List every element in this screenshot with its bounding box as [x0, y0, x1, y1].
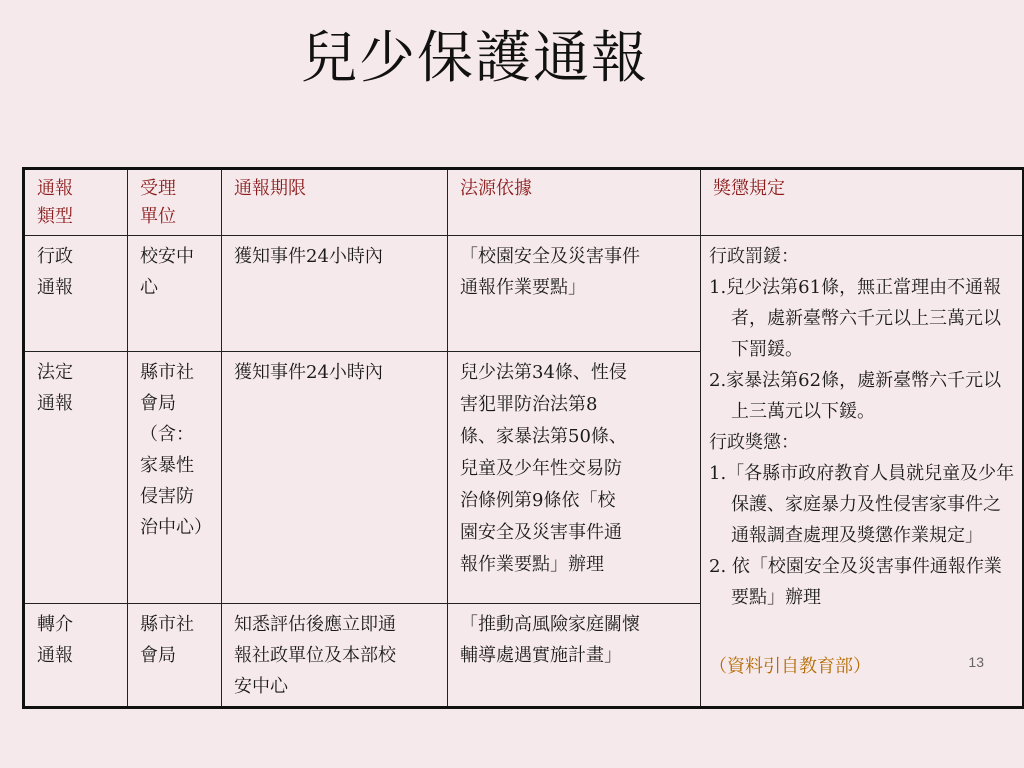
header-unit: 受理 單位 — [128, 169, 222, 236]
header-penalty: 獎懲規定 — [701, 169, 1024, 236]
row-law: 「推動高風險家庭關懷 輔導處遇實施計畫」 — [448, 604, 701, 708]
row-deadline: 獲知事件24小時內 — [222, 236, 448, 352]
reward-list — [709, 458, 1016, 613]
fine-item: 1.兒少法第61條，無正當理由不通報者，處新臺幣六千元以上三萬元以下罰鍰。 — [709, 277, 1002, 360]
reporting-table — [22, 167, 1024, 709]
fine-heading: 行政罰鍰： — [709, 246, 799, 267]
fine-list — [709, 272, 1016, 427]
row-deadline: 獲知事件24小時內 — [222, 352, 448, 604]
row-unit: 縣市社 會局 （含： 家暴性 侵害防 治中心） — [128, 352, 222, 604]
row-unit: 校安中 心 — [128, 236, 222, 352]
header-deadline: 通報期限 — [222, 169, 448, 236]
fine-item: 2.家暴法第62條，處新臺幣六千元以上三萬元以下鍰。 — [709, 370, 1002, 422]
row-law: 「校園安全及災害事件 通報作業要點」 — [448, 236, 701, 352]
row-type: 法定 通報 — [24, 352, 128, 604]
source-note: （資料引自教育部） — [709, 656, 871, 677]
reward-item: 2. 依「校園安全及災害事件通報作業要點」辦理 — [709, 556, 1002, 608]
table-header-row — [24, 169, 1024, 236]
header-type: 通報 類型 — [24, 169, 128, 236]
header-law: 法源依據 — [448, 169, 701, 236]
row-law: 兒少法第34條、性侵 害犯罪防治法第8 條、家暴法第50條、 兒童及少年性交易防 治條例第9條依「校 園安全及災害事件通 報作業要點」辦理 — [448, 352, 701, 604]
table-row — [24, 236, 1024, 352]
row-unit: 縣市社 會局 — [128, 604, 222, 708]
row-type: 轉介 通報 — [24, 604, 128, 708]
page-number: 13 — [968, 654, 984, 670]
slide-title: 兒少保護通報 — [301, 26, 649, 91]
reward-item: 1.「各縣市政府教育人員就兒童及少年保護、家庭暴力及性侵害家事件之通報調查處理及獎懲作業規定」 — [709, 463, 1015, 546]
row-deadline: 知悉評估後應立即通 報社政單位及本部校 安中心 — [222, 604, 448, 708]
reward-heading: 行政獎懲： — [709, 432, 799, 453]
penalty-cell — [701, 236, 1024, 708]
row-type: 行政 通報 — [24, 236, 128, 352]
